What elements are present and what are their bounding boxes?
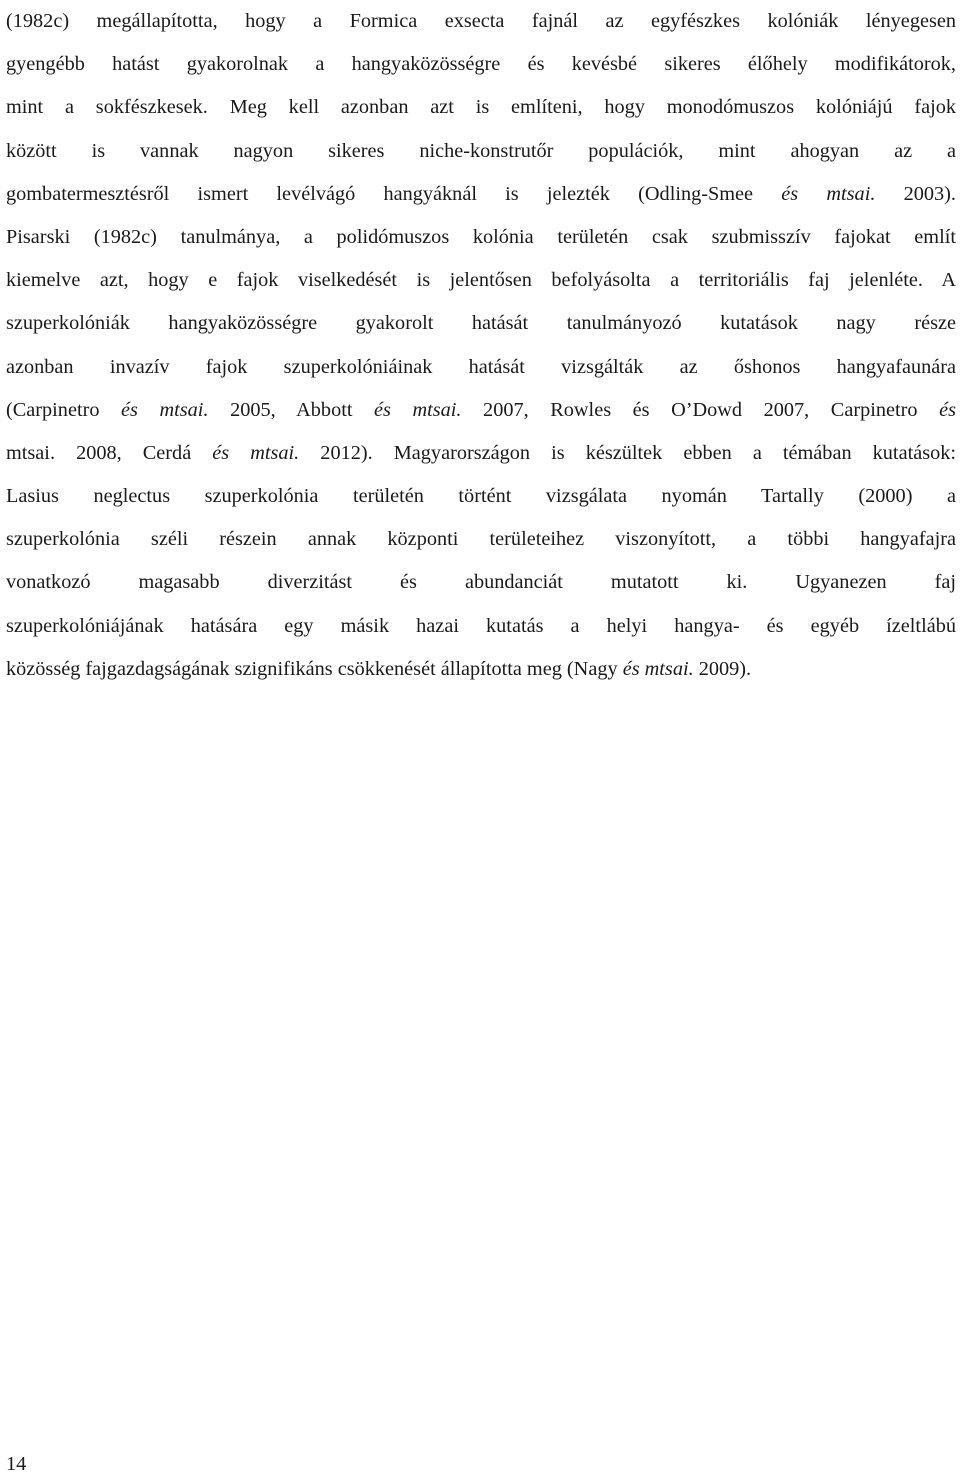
text-line bbox=[6, 389, 956, 432]
text-run: gyengébb hatást gyakorolnak a hangyaközösségre és kevésbé sikeres élőhely modifikátorok, bbox=[6, 53, 956, 76]
text-run: gombatermesztésről ismert levélvágó hangyáknál is jelezték (Odling-Smee bbox=[6, 182, 782, 205]
document-page bbox=[6, 0, 956, 1480]
text-line bbox=[6, 475, 956, 518]
text-line bbox=[6, 86, 956, 129]
text-run: mtsai. 2008, Cerdá bbox=[6, 441, 213, 464]
text-run: azonban invazív fajok szuperkolóniáinak hatását vizsgálták az őshonos hangyafaunára bbox=[6, 355, 956, 378]
text-run: szuperkolóniájának hatására egy másik hazai kutatás a helyi hangya- és egyéb ízeltlábú bbox=[6, 614, 956, 637]
text-line bbox=[6, 518, 956, 561]
text-run: kiemelve azt, hogy e fajok viselkedését is jelentősen befolyásolta a territoriális faj jelenléte. A bbox=[6, 269, 956, 292]
italic-text-run: és mtsai. bbox=[121, 398, 209, 421]
text-run: mint a sokfészkesek. Meg kell azonban azt is említeni, hogy monodómuszos kolóniájú fajok bbox=[6, 96, 956, 119]
text-line bbox=[6, 130, 956, 173]
text-line bbox=[6, 302, 956, 345]
text-line bbox=[6, 346, 956, 389]
text-run: (Carpinetro bbox=[6, 398, 122, 421]
text-run: 2012). Magyarországon is készültek ebben a témában kutatások: bbox=[299, 441, 957, 464]
italic-text-run: és mtsai. bbox=[212, 441, 300, 464]
text-run: 2009). bbox=[693, 657, 752, 680]
text-line bbox=[6, 648, 956, 691]
text-run: 2005, Abbott bbox=[208, 398, 375, 421]
italic-text-run: és mtsai. bbox=[374, 398, 462, 421]
italic-text-run: és mtsai. bbox=[622, 657, 694, 680]
text-run: szuperkolónia széli részein annak központi területeihez viszonyított, a többi hangyafajra bbox=[6, 528, 956, 551]
text-run: között is vannak nagyon sikeres niche-konstrutőr populációk, mint ahogyan az a bbox=[6, 139, 956, 162]
text-run: közösség fajgazdagságának szignifikáns csökkenését állapította meg (Nagy bbox=[6, 657, 623, 680]
text-run: vonatkozó magasabb diverzitást és abundanciát mutatott ki. Ugyanezen faj bbox=[6, 571, 956, 594]
text-run: 2007, Rowles és O’Dowd 2007, Carpinetro bbox=[461, 398, 940, 421]
text-run: szuperkolóniák hangyaközösségre gyakorolt hatását tanulmányozó kutatások nagy része bbox=[6, 312, 956, 335]
page-number: 14 bbox=[6, 1453, 27, 1475]
text-line bbox=[6, 43, 956, 86]
text-line bbox=[6, 216, 956, 259]
text-run: Pisarski (1982c) tanulmánya, a polidómuszos kolónia területén csak szubmisszív fajokat említ bbox=[6, 225, 956, 248]
text-line bbox=[6, 432, 956, 475]
text-line bbox=[6, 605, 956, 648]
text-run: 2003). bbox=[875, 182, 957, 205]
italic-text-run: és mtsai. bbox=[781, 182, 876, 205]
text-run: Lasius neglectus szuperkolónia területén történt vizsgálata nyomán Tartally (2000) a bbox=[6, 485, 956, 508]
text-line bbox=[6, 173, 956, 216]
italic-text-run: és bbox=[939, 398, 956, 421]
body-paragraph bbox=[6, 0, 956, 691]
text-line bbox=[6, 259, 956, 302]
text-run: (1982c) megállapította, hogy a Formica exsecta fajnál az egyfészkes kolóniák lényegesen bbox=[6, 10, 956, 32]
text-line bbox=[6, 0, 956, 43]
text-line bbox=[6, 561, 956, 604]
